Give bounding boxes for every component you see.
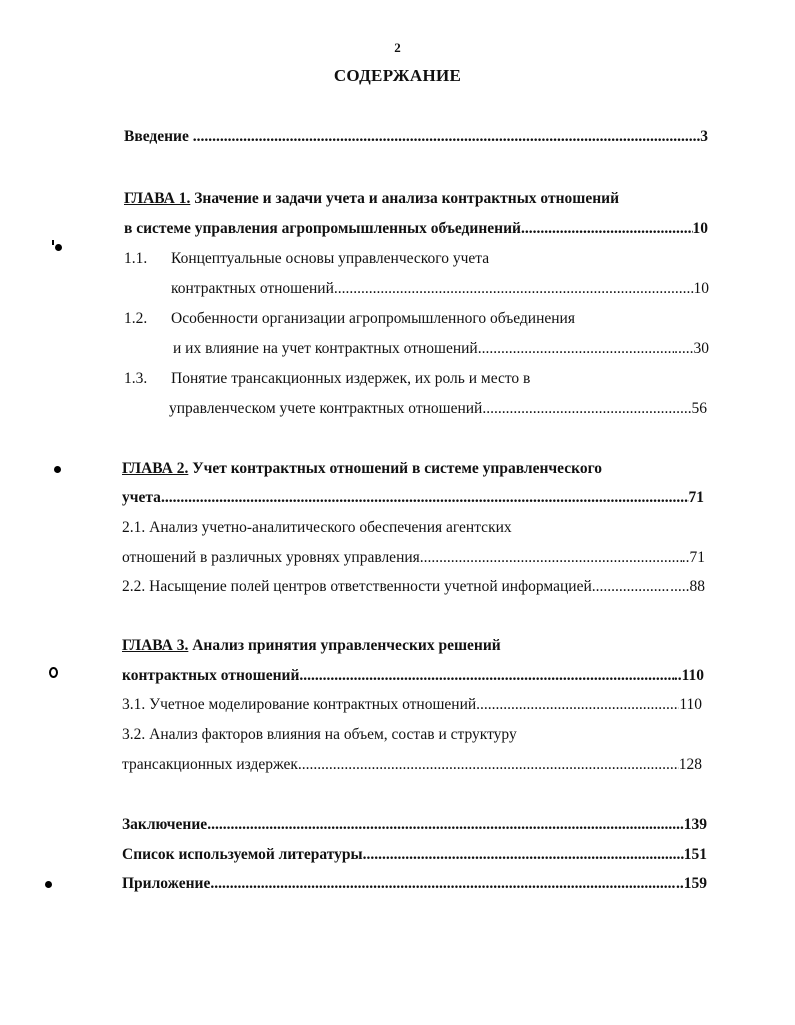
section-title: отношений в различных уровнях управления — [122, 549, 420, 566]
leader-dots — [420, 548, 682, 568]
toc-section-3-1[interactable] — [122, 695, 702, 715]
page-title: СОДЕРЖАНИЕ — [333, 66, 462, 85]
leader-dots — [210, 874, 676, 894]
toc-section-1-2-number: 1.2. — [124, 310, 148, 327]
chapter-title: Значение и задачи учета и анализа контрактных отношений — [190, 190, 620, 207]
toc-chapter-1-line2[interactable] — [124, 219, 708, 239]
toc-section-2-1-line2[interactable] — [122, 548, 705, 568]
toc-page: 3 — [700, 128, 708, 145]
toc-entry-conclusion[interactable] — [122, 815, 707, 835]
toc-chapter-2-line2[interactable] — [122, 488, 704, 508]
toc-page: ..159 — [676, 875, 707, 892]
scan-artifact-mark — [54, 466, 61, 473]
chapter-title: учета — [122, 489, 161, 506]
leader-dots — [193, 127, 701, 147]
toc-page: ..71 — [681, 549, 705, 566]
toc-entry-references[interactable] — [122, 845, 707, 865]
section-title: управленческом учете контрактных отношений — [169, 400, 483, 417]
toc-label: Введение — [124, 128, 189, 145]
toc-chapter-3-line1[interactable] — [122, 636, 708, 656]
toc-page: 110 — [679, 696, 702, 713]
chapter-title: Учет контрактных отношений в системе управленческого — [188, 460, 602, 477]
toc-section-3-2-line2[interactable] — [122, 755, 702, 775]
chapter-title: контрактных отношений — [122, 667, 300, 684]
section-title: трансакционных издержек — [122, 756, 298, 773]
scan-artifact-mark — [45, 881, 52, 888]
toc-section-1-3-line1[interactable]: Понятие трансакционных издержек, их роль и место в — [171, 370, 531, 387]
toc-section-2-2[interactable] — [122, 577, 705, 597]
section-title: и их влияние на учет контрактных отношений — [173, 340, 478, 357]
toc-section-1-3-number: 1.3. — [124, 370, 148, 387]
toc-section-1-3-line2[interactable] — [169, 399, 707, 419]
toc-label: Приложение — [122, 875, 211, 892]
leader-dots — [592, 577, 670, 597]
chapter-prefix: ГЛАВА 3. — [122, 637, 189, 654]
toc-page: 10 — [693, 280, 709, 297]
scan-artifact-mark — [52, 240, 54, 245]
toc-section-2-1-line1[interactable]: 2.1. Анализ учетно-аналитического обеспечения агентских — [122, 519, 512, 536]
toc-page: .....88 — [670, 578, 705, 595]
chapter-prefix: ГЛАВА 2. — [122, 460, 189, 477]
leader-dots — [298, 755, 679, 775]
toc-page: 10 — [692, 220, 708, 237]
leader-dots — [161, 488, 689, 508]
chapter-title: в системе управления агропромышленных объединений — [124, 220, 521, 237]
toc-section-1-1-line2[interactable] — [171, 279, 709, 299]
leader-dots — [478, 339, 674, 359]
toc-page: .....30 — [674, 340, 709, 357]
leader-dots — [482, 399, 691, 419]
leader-dots — [363, 845, 684, 865]
toc-section-1-1-number: 1.1. — [124, 250, 148, 267]
toc-section-3-2-line1[interactable]: 3.2. Анализ факторов влияния на объем, состав и структуру — [122, 726, 517, 743]
toc-page: 128 — [678, 756, 702, 773]
toc-page: 71 — [688, 489, 704, 506]
section-title: контрактных отношений — [171, 280, 334, 297]
scan-artifact-mark — [55, 244, 62, 251]
toc-chapter-1-line1[interactable] — [124, 189, 708, 209]
section-title: 3.1. Учетное моделирование контрактных отношений — [122, 696, 477, 713]
page-number: 2 — [394, 40, 401, 55]
toc-label: Заключение — [122, 816, 208, 833]
toc-section-1-2-line1[interactable]: Особенности организации агропромышленного объединения — [171, 310, 575, 327]
toc-entry-appendix[interactable] — [122, 874, 707, 894]
leader-dots — [334, 279, 694, 299]
toc-chapter-2-line1[interactable] — [122, 459, 708, 479]
section-title: 2.2. Насыщение полей центров ответственности учетной информацией — [122, 578, 592, 595]
chapter-title: Анализ принятия управленческих решений — [188, 637, 501, 654]
toc-section-1-2-line2[interactable] — [173, 339, 709, 359]
toc-page: 56 — [691, 400, 707, 417]
toc-section-1-1-line1[interactable]: Концептуальные основы управленческого учета — [171, 250, 490, 267]
scan-artifact-mark — [49, 667, 58, 678]
toc-entry-introduction[interactable] — [124, 127, 708, 147]
leader-dots — [207, 815, 684, 835]
leader-dots — [521, 219, 693, 239]
leader-dots — [476, 695, 679, 715]
leader-dots — [299, 666, 673, 686]
toc-page: 151 — [683, 846, 707, 863]
toc-label: Список используемой литературы — [122, 846, 363, 863]
toc-chapter-3-line2[interactable] — [122, 666, 704, 686]
chapter-prefix: ГЛАВА 1. — [124, 190, 191, 207]
toc-page: ..110 — [673, 667, 704, 684]
toc-page: 139 — [683, 816, 707, 833]
